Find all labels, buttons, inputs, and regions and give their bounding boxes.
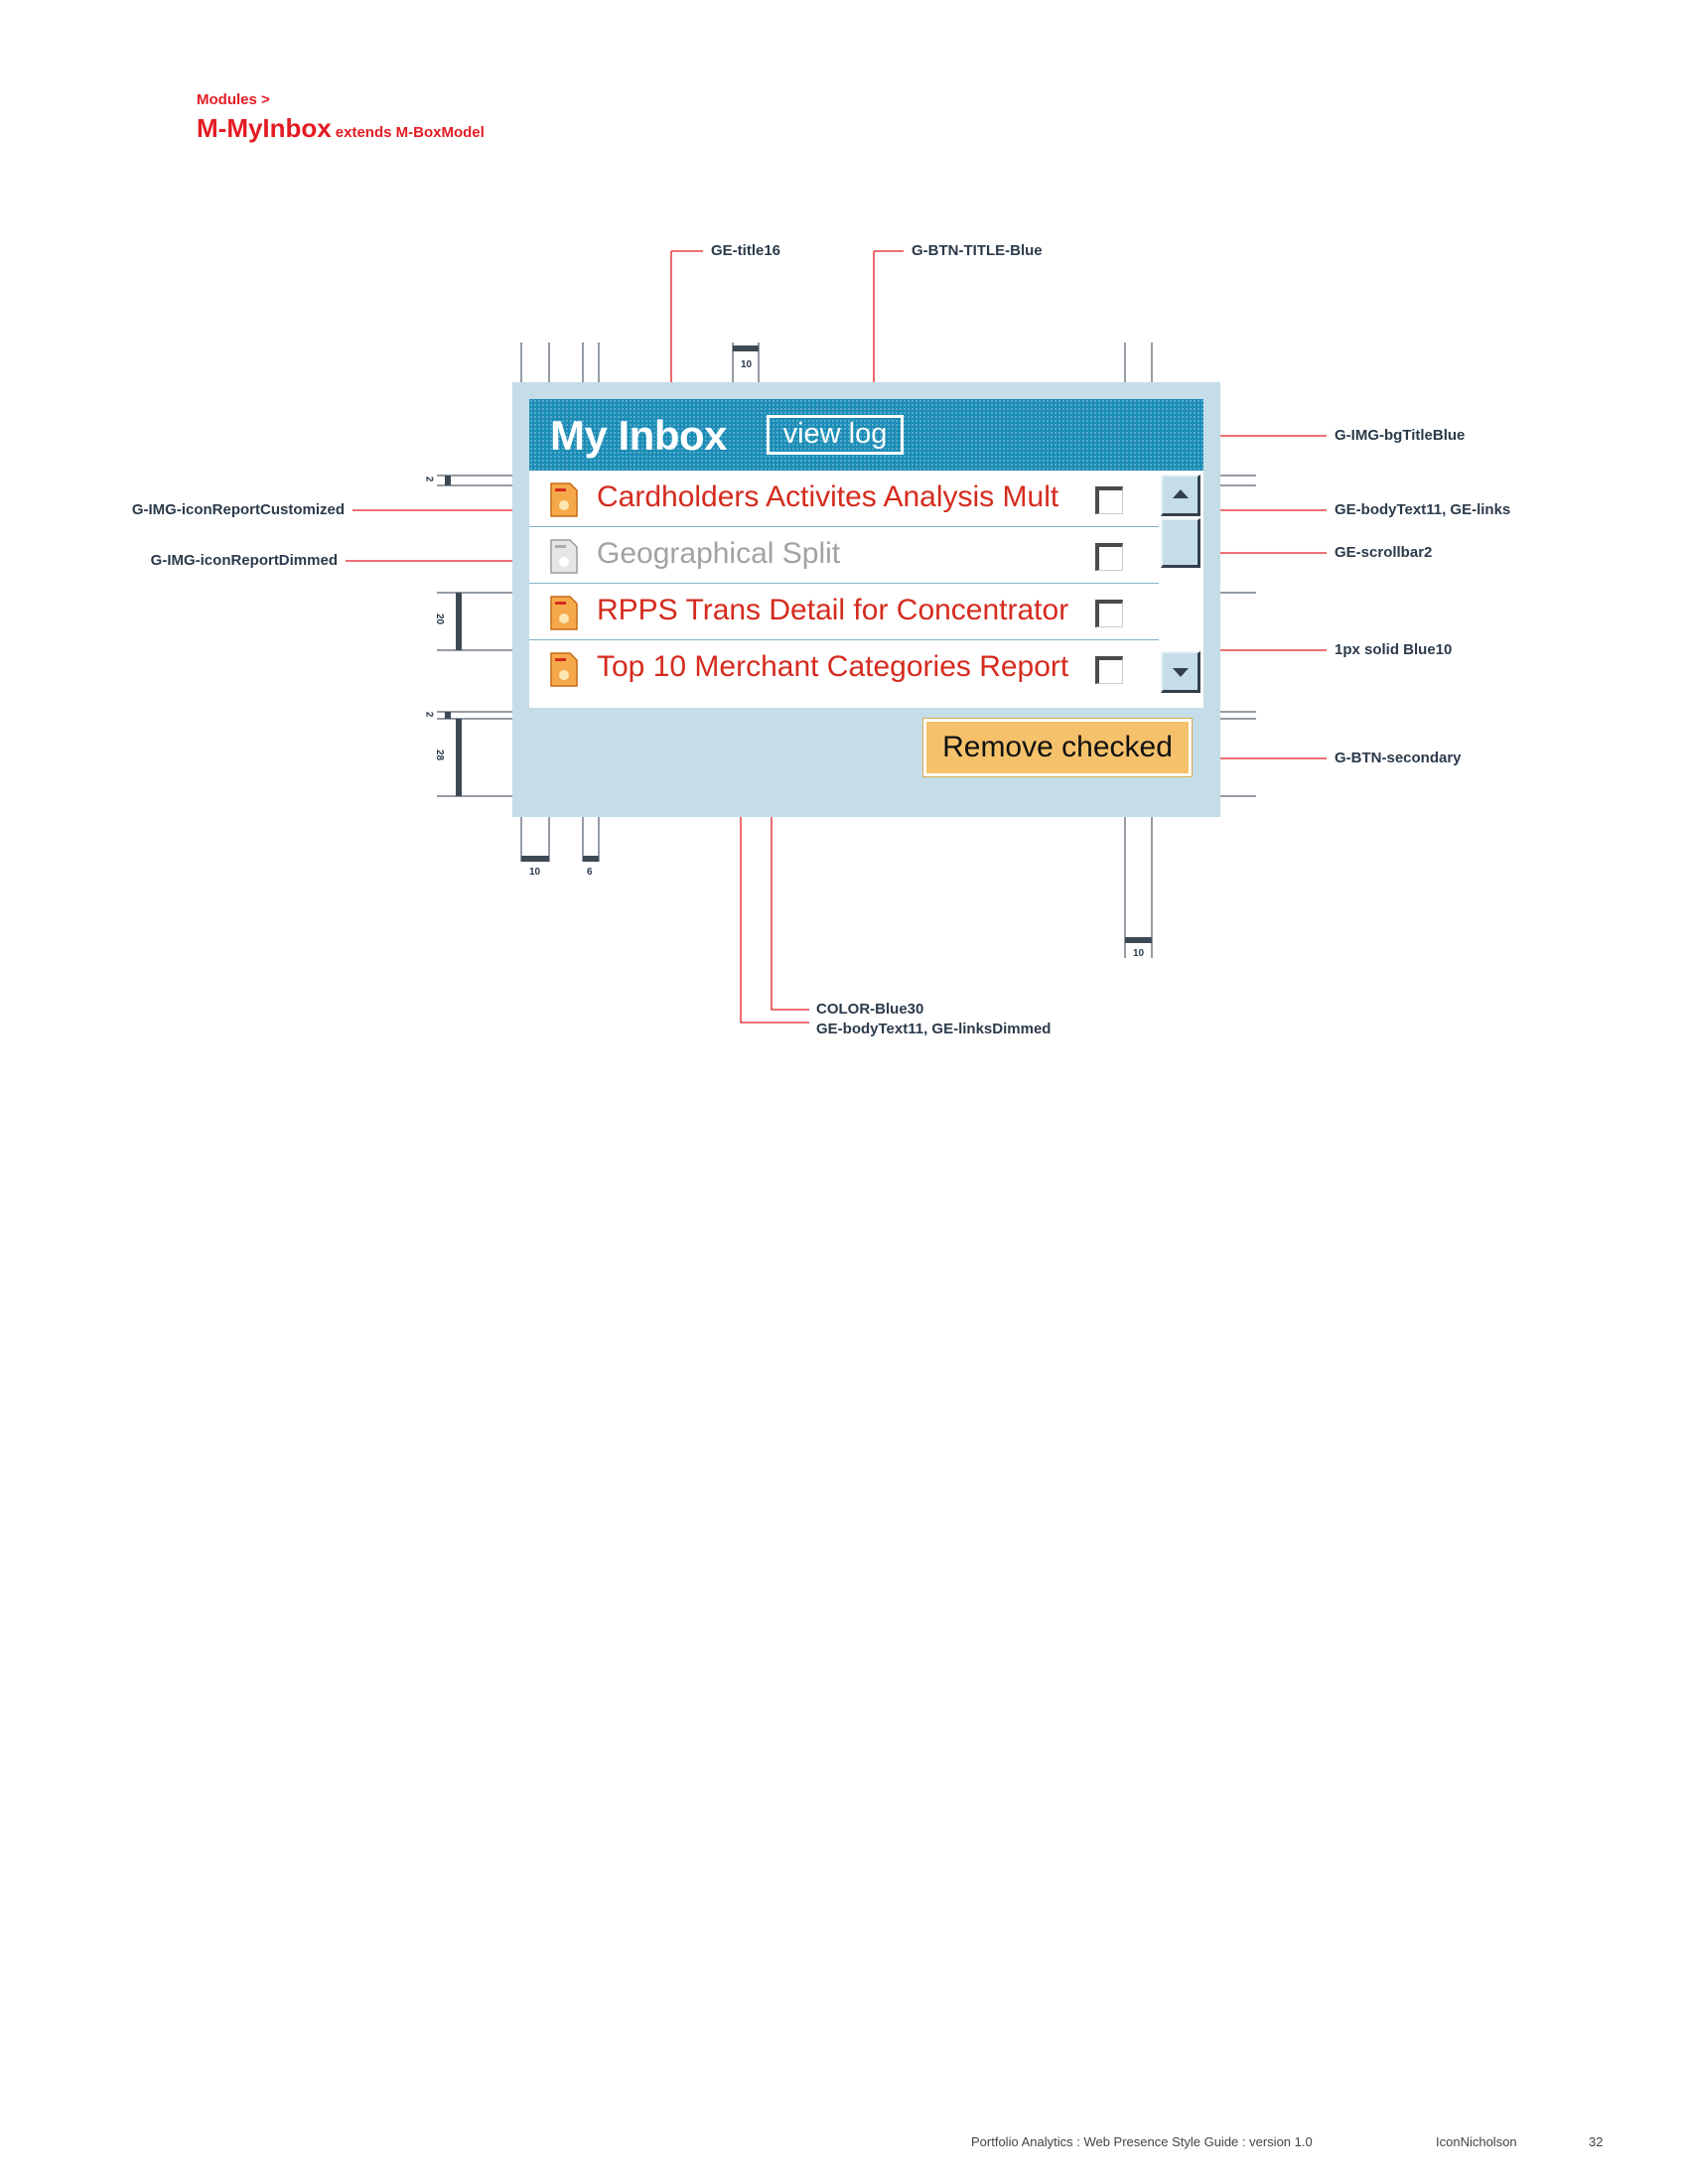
annotation-color-blue30: COLOR-Blue30 — [816, 1001, 924, 1018]
annotation-btn-title-blue: G-BTN-TITLE-Blue — [912, 242, 1043, 259]
dim-icon-gap: 6 — [587, 867, 593, 878]
annotation-body-links: GE-bodyText11, GE-links — [1335, 501, 1511, 518]
report-checkbox[interactable] — [1095, 656, 1123, 684]
scroll-down-button[interactable] — [1161, 651, 1200, 693]
report-customized-icon — [549, 596, 579, 631]
report-customized-icon — [549, 482, 579, 518]
inbox-inner — [529, 399, 1203, 800]
remove-checked-button[interactable]: Remove checked — [923, 719, 1192, 776]
module-extends: extends M-BoxModel — [335, 124, 485, 141]
report-dimmed-icon — [549, 539, 579, 575]
scroll-up-button[interactable] — [1161, 475, 1200, 516]
dimension-bar-right — [1125, 937, 1152, 943]
dimension-bar-top — [733, 345, 759, 351]
annotation-scrollbar: GE-scrollbar2 — [1335, 544, 1433, 561]
scroll-thumb[interactable] — [1161, 518, 1200, 568]
my-inbox-module — [512, 382, 1220, 817]
doc-footer-title: Portfolio Analytics : Web Presence Style Guide : version 1.0 — [971, 2134, 1313, 2149]
annotation-icon-customized: G-IMG-iconReportCustomized — [131, 501, 345, 518]
report-link[interactable]: RPPS Trans Detail for Concentrator — [597, 594, 1069, 626]
annotation-icon-dimmed: G-IMG-iconReportDimmed — [150, 552, 338, 569]
dimension-bar-spacer — [445, 712, 451, 719]
dim-spacer-top: 2 — [423, 476, 435, 482]
dim-left-margin: 10 — [529, 867, 541, 878]
report-customized-icon — [549, 652, 579, 688]
inbox-row[interactable] — [529, 471, 1159, 527]
annotation-title16: GE-title16 — [711, 242, 781, 259]
dimension-bar-row — [456, 593, 462, 650]
doc-footer-author: IconNicholson — [1436, 2134, 1517, 2149]
dimension-bar-icon — [583, 856, 599, 862]
report-link-dimmed[interactable]: Geographical Split — [597, 537, 841, 570]
dim-spacer-bottom: 2 — [423, 711, 435, 718]
report-link[interactable]: Top 10 Merchant Categories Report — [597, 650, 1069, 683]
module-name: M-MyInbox — [197, 113, 332, 143]
inbox-title-bar — [529, 399, 1203, 471]
report-link[interactable]: Cardholders Activites Analysis Mult — [597, 480, 1059, 513]
inbox-footer — [529, 705, 1203, 800]
inbox-row[interactable] — [529, 640, 1159, 705]
dim-right-margin: 10 — [1133, 948, 1145, 959]
annotation-btn-secondary: G-BTN-secondary — [1335, 750, 1462, 766]
dim-row-height: 20 — [434, 613, 446, 625]
inbox-row[interactable] — [529, 584, 1159, 640]
dimension-bar-spacer — [445, 476, 451, 485]
annotation-links-dimmed: GE-bodyText11, GE-linksDimmed — [816, 1021, 1052, 1037]
report-checkbox[interactable] — [1095, 486, 1123, 514]
annotation-row-border: 1px solid Blue10 — [1335, 641, 1453, 658]
dim-footer-height: 28 — [434, 749, 446, 761]
dimension-bar-left — [521, 856, 549, 862]
report-checkbox[interactable] — [1095, 543, 1123, 571]
inbox-title: My Inbox — [550, 412, 728, 459]
breadcrumb: Modules > — [197, 91, 270, 108]
arrow-down-icon — [1163, 653, 1198, 691]
inbox-row[interactable] — [529, 527, 1159, 584]
view-log-button[interactable]: view log — [767, 415, 904, 455]
annotation-bg-title-blue: G-IMG-bgTitleBlue — [1335, 427, 1466, 444]
scrollbar[interactable] — [1159, 471, 1203, 705]
report-checkbox[interactable] — [1095, 600, 1123, 627]
arrow-up-icon — [1163, 477, 1198, 514]
page-number: 32 — [1589, 2134, 1604, 2149]
dimension-bar-footer — [456, 719, 462, 796]
dim-top-gap: 10 — [741, 359, 753, 370]
